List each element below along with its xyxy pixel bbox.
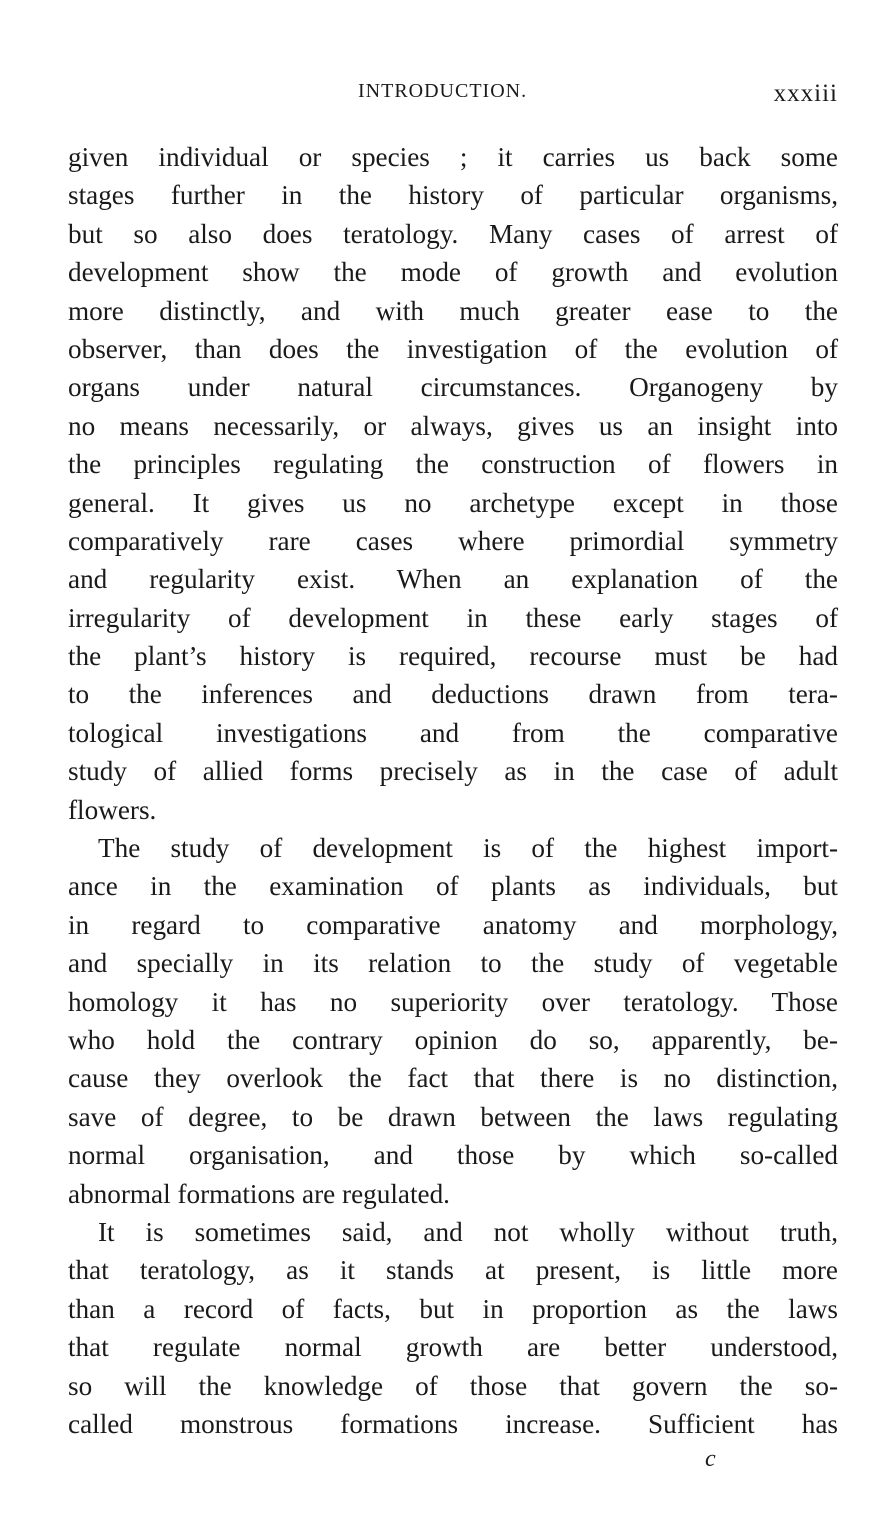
text-line: and specially in its relation to the study of vegetable [68,948,838,979]
text-line: the plant’s history is required, recourse must be had [68,641,838,672]
text-line: stages further in the history of particular organisms, [68,180,838,211]
text-line: ance in the examination of plants as individuals, but [68,871,838,902]
text-line: called monstrous formations increase. Sufficient has [68,1408,838,1439]
text-line: tological investigations and from the comparative [68,717,838,748]
text-line: The study of development is of the highest import- [98,833,838,864]
text-line: and regularity exist. When an explanation of the [68,564,838,595]
paragraph-1 [68,138,838,829]
paragraph-2 [68,829,838,1213]
text-line: comparatively rare cases where primordial symmetry [68,525,838,556]
text-line: that regulate normal growth are better understood, [68,1332,838,1363]
running-head [68,80,838,110]
text-line: no means necessarily, or always, gives us an insight into [68,410,838,441]
text-line: but so also does teratology. Many cases of arrest of [68,218,838,249]
text-line: observer, than does the investigation of the evolution of [68,333,838,364]
text-line: homology it has no superiority over teratology. Those [68,986,838,1017]
text-line: flowers. [68,794,157,825]
text-line: study of allied forms precisely as in the case of adult [68,756,838,787]
body-text [68,138,838,1443]
text-line: that teratology, as it stands at present, is little more [68,1255,838,1286]
text-line: in regard to comparative anatomy and morphology, [68,909,838,940]
text-line: who hold the contrary opinion do so, apparently, be- [68,1024,838,1055]
text-line: the principles regulating the construction of flowers in [68,449,838,480]
text-line: cause they overlook the fact that there is no distinction, [68,1063,838,1094]
text-line: abnormal formations are regulated. [68,1178,450,1209]
page-number: xxxiii [773,80,838,107]
text-line: It is sometimes said, and not wholly without truth, [98,1216,838,1247]
text-line: normal organisation, and those by which so-called [68,1140,838,1171]
text-line: organs under natural circumstances. Organogeny by [68,372,838,403]
running-title: INTRODUCTION. [358,80,528,102]
signature-mark: c [705,1446,716,1472]
text-line: given individual or species ; it carries us back some [68,142,838,172]
paragraph-3 [68,1213,838,1443]
text-line: development show the mode of growth and evolution [68,257,838,288]
text-line: general. It gives us no archetype except in those [68,487,838,518]
text-line: to the inferences and deductions drawn from tera- [68,679,838,710]
text-line: irregularity of development in these early stages of [68,602,838,633]
text-line: than a record of facts, but in proportion as the laws [68,1293,838,1324]
text-line: save of degree, to be drawn between the laws regulating [68,1101,838,1132]
text-line: so will the knowledge of those that govern the so- [68,1370,838,1401]
text-line: more distinctly, and with much greater ease to the [68,295,838,326]
